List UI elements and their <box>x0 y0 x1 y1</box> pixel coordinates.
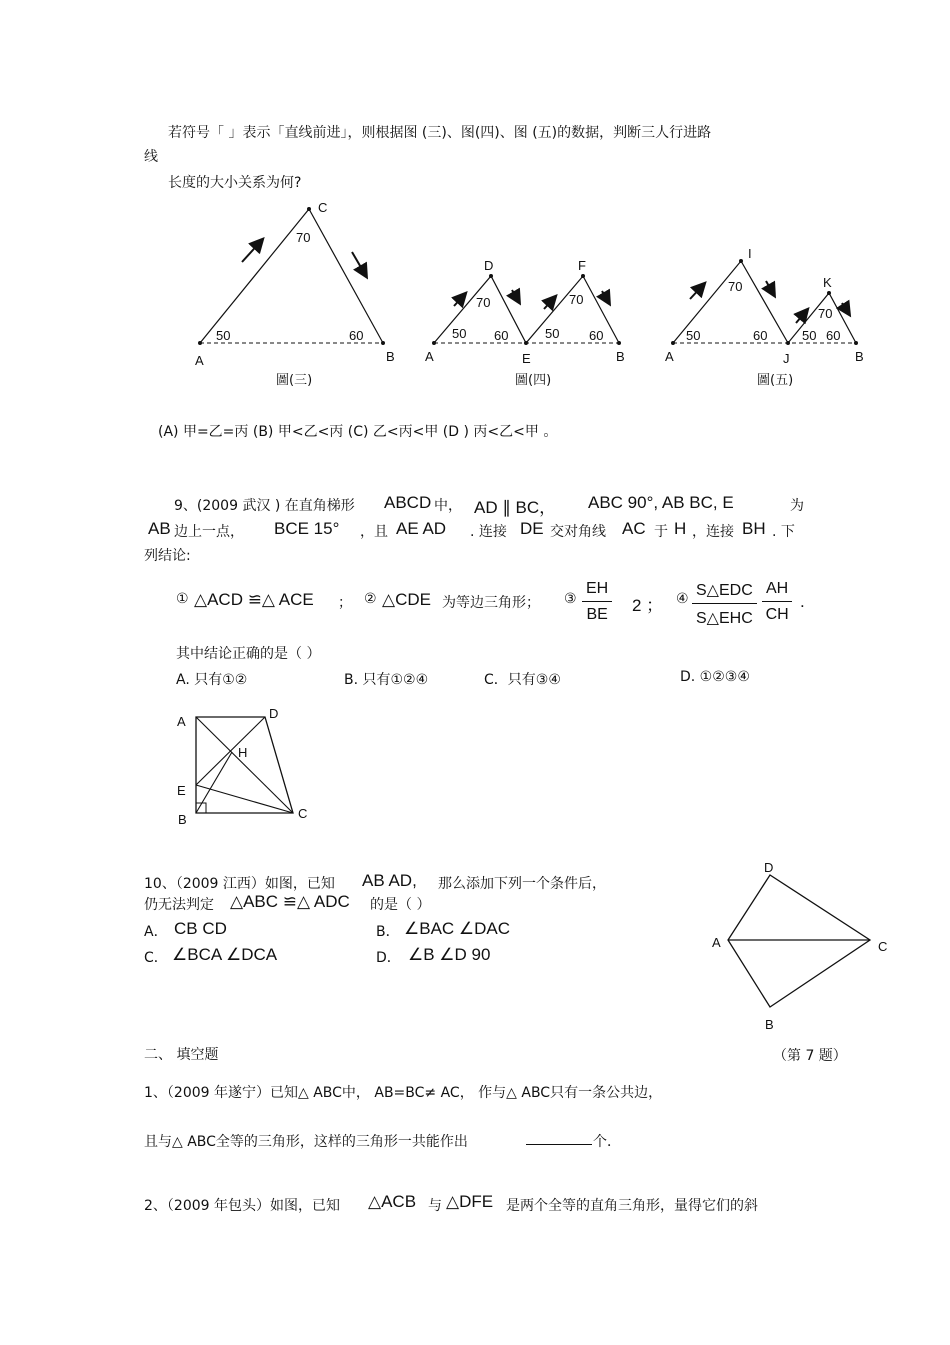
fig3-label-b: B <box>386 349 395 364</box>
q9-c4-numerator: S△EDC <box>692 580 757 604</box>
q9-fig-label-b: B <box>178 812 187 827</box>
q10-option-c-label: C． <box>144 950 168 966</box>
q10-fig-label-a: A <box>712 935 721 950</box>
q9-c4-prefix: ④ <box>676 591 689 607</box>
q10-line2-suffix: 的是（ ） <box>370 897 431 913</box>
fig3-label-c: C <box>318 200 328 215</box>
q9-line2-math4: DE <box>520 519 544 538</box>
fig4-label-a: A <box>425 349 434 364</box>
arrow-icon <box>352 252 366 276</box>
fig4-angle-4: 60 <box>589 328 604 343</box>
s2-q2-math1: △ACB <box>368 1192 417 1211</box>
fig4-angle-top2: 70 <box>569 292 584 307</box>
q9-c4-numerator-2: AH <box>762 580 792 602</box>
fig5-angle-top2: 70 <box>818 306 833 321</box>
fig5-angle-top1: 70 <box>728 279 743 294</box>
q10-line1-prefix: 10、（2009 江西）如图，已知 <box>144 876 335 892</box>
fig3-angle-top: 70 <box>296 230 311 245</box>
fig3-caption: 圖(三) <box>276 373 313 388</box>
arrow-icon <box>690 284 704 299</box>
s2-q2-text1: 与 <box>428 1198 442 1214</box>
q9-c1-math: △ACD ≌△ ACE <box>194 590 314 609</box>
arrow-icon <box>842 303 849 314</box>
q9-line1-text2: 为 <box>790 498 804 514</box>
figure-5 <box>665 246 864 388</box>
q9-stem: 其中结论正确的是（ ） <box>176 646 321 662</box>
fig4-angle-2: 60 <box>494 328 509 343</box>
s2-q1-line2-prefix: 且与△ ABC全等的三角形，这样的三角形一共能作出 <box>144 1134 468 1150</box>
s2-q1-line2-suffix: 个． <box>593 1134 621 1150</box>
q9-c3-value: 2 ； <box>632 596 664 615</box>
fig4-label-d: D <box>484 258 494 273</box>
q9-c3-fraction <box>582 580 612 624</box>
fig5-angle-3: 50 <box>802 328 817 343</box>
q8-options: (A) 甲=乙=丙 (B) 甲<乙<丙 (C) 乙<丙<甲 (D ) 丙<乙<甲 。 <box>158 424 558 440</box>
q8-line1-wrap: 线 <box>144 149 158 165</box>
q10-fig-caption: （第 7 题） <box>773 1048 847 1064</box>
q9-fig-label-e: E <box>177 783 186 798</box>
arrow-icon <box>602 291 609 303</box>
q10-option-b-label: B． <box>376 924 400 940</box>
q10-fig-label-d: D <box>764 860 774 875</box>
fig4-label-b: B <box>616 349 625 364</box>
q9-line2-text4: 交对角线 <box>550 524 606 540</box>
q10-figure <box>700 850 900 1040</box>
q9-line2-text5: 于 <box>654 524 668 540</box>
q9-c4-fraction-left <box>692 580 757 628</box>
fig4-angle-1: 50 <box>452 326 467 341</box>
q9-line1-math3: ABC 90°, AB BC, E <box>588 493 734 512</box>
fig4-angle-top1: 70 <box>476 295 491 310</box>
fig3-angle-right: 60 <box>349 328 364 343</box>
q9-c3-denominator: BE <box>586 606 608 623</box>
fig4-angle-3: 50 <box>545 326 560 341</box>
fig5-angle-2: 60 <box>753 328 768 343</box>
q10-option-a: CB CD <box>174 919 227 938</box>
q9-option-a: A. 只有①② <box>176 672 248 688</box>
q9-line2-text3: . 连接 <box>470 524 507 540</box>
fig4-caption: 圖(四) <box>515 373 552 388</box>
fig5-caption: 圖(五) <box>757 373 794 388</box>
q10-line2-math: △ABC ≌△ ADC <box>230 892 350 911</box>
q9-line2-math2: BCE 15° <box>274 519 340 538</box>
q10-fig-label-c: C <box>878 939 888 954</box>
fig5-label-i: I <box>748 246 752 261</box>
q9-option-c: C．只有③④ <box>484 672 561 688</box>
fig5-label-a: A <box>665 349 674 364</box>
s2-q2-math2: △DFE <box>446 1192 494 1211</box>
q9-line2-text7: . 下 <box>772 524 795 540</box>
q9-line1-math1: ABCD <box>384 493 432 512</box>
q9-fig-label-d: D <box>269 706 279 721</box>
s2-q1-line1: 1、（2009 年遂宁）已知△ ABC中， AB=BC≠ AC， 作与△ ABC只有一条公共边， <box>144 1085 663 1101</box>
q10-option-a-label: A． <box>144 924 168 940</box>
q9-line2-text2: ，且 <box>360 524 388 540</box>
figure-4 <box>425 258 625 388</box>
arrow-icon <box>766 281 774 295</box>
fig3-angle-left: 50 <box>216 328 231 343</box>
q9-fig-label-a: A <box>177 714 186 729</box>
q9-line2-text1: 边上一点， <box>174 524 244 540</box>
q10-option-c: ∠BCA ∠DCA <box>172 945 278 964</box>
q8-line2: 长度的大小关系为何? <box>168 175 302 191</box>
q10-option-d: ∠B ∠D 90 <box>408 945 491 964</box>
q9-figure <box>150 700 350 830</box>
q9-c1-prefix: ① <box>176 591 189 607</box>
q9-c4-denominator: S△EHC <box>696 610 753 627</box>
arrow-icon <box>242 240 262 262</box>
q9-line3: 列结论: <box>144 548 191 564</box>
fig5-label-j: J <box>783 351 790 366</box>
q10-line2-prefix: 仍无法判定 <box>144 897 214 913</box>
q9-fig-label-h: H <box>238 745 248 760</box>
q10-fig-label-b: B <box>765 1017 774 1032</box>
q10-line1-math: AB AD, <box>362 871 417 890</box>
q10-option-d-label: D． <box>376 950 401 966</box>
q9-line2-math3: AE AD <box>396 519 447 538</box>
q9-c2-suffix: 为等边三角形； <box>442 595 540 611</box>
q9-c1-suffix: ； <box>338 595 352 611</box>
section2-title: 二、 填空题 <box>144 1047 219 1063</box>
fig5-angle-1: 50 <box>686 328 701 343</box>
fig4-label-e: E <box>522 351 531 366</box>
q9-line2-math7: BH <box>742 519 766 538</box>
q9-option-b: B. 只有①②④ <box>344 672 429 688</box>
q8-figures <box>0 0 950 400</box>
fig5-label-k: K <box>823 275 832 290</box>
fig5-angle-4: 60 <box>826 328 841 343</box>
q9-c2-math: △CDE <box>382 590 431 609</box>
q9-line2-math5: AC <box>622 519 646 538</box>
s2-q2-suffix: 是两个全等的直角三角形，量得它们的斜 <box>506 1198 758 1214</box>
q9-fig-label-c: C <box>298 806 308 821</box>
q9-line1-math2: AD ∥ BC， <box>474 498 557 517</box>
s2-q1-answer-blank[interactable] <box>526 1130 592 1149</box>
q9-line2-text6: ，连接 <box>692 524 734 540</box>
q9-line2-math1: AB <box>148 519 171 538</box>
q10-line1-suffix: 那么添加下列一个条件后， <box>438 876 606 892</box>
q9-option-d: D. ①②③④ <box>680 669 750 685</box>
q9-c4-end: . <box>800 592 805 611</box>
arrow-icon <box>454 294 465 306</box>
q10-option-b: ∠BAC ∠DAC <box>404 919 511 938</box>
q9-c4-fraction-right <box>762 580 792 624</box>
fig3-label-a: A <box>195 353 204 368</box>
q9-c4-denominator-2: CH <box>765 606 789 623</box>
arrow-icon <box>544 297 555 309</box>
fig5-label-b: B <box>855 349 864 364</box>
arrow-icon <box>512 290 519 302</box>
q9-line2-math6: H <box>674 519 687 538</box>
figure-3 <box>195 200 395 388</box>
q9-line1-prefix: 9、(2009 武汉 ) 在直角梯形 <box>174 498 355 514</box>
q9-c3-numerator: EH <box>582 580 612 602</box>
q9-c3-prefix: ③ <box>564 591 577 607</box>
q9-line1-text1: 中， <box>434 498 462 514</box>
s2-q2-prefix: 2、（2009 年包头）如图，已知 <box>144 1198 340 1214</box>
q9-c2-prefix: ② <box>364 591 377 607</box>
fig4-label-f: F <box>578 258 586 273</box>
q8-line1: 若符号「 」表示「直线前进」，则根据图 (三)、图(四)、图 (五)的数据，判断三人行进路 <box>168 125 712 141</box>
